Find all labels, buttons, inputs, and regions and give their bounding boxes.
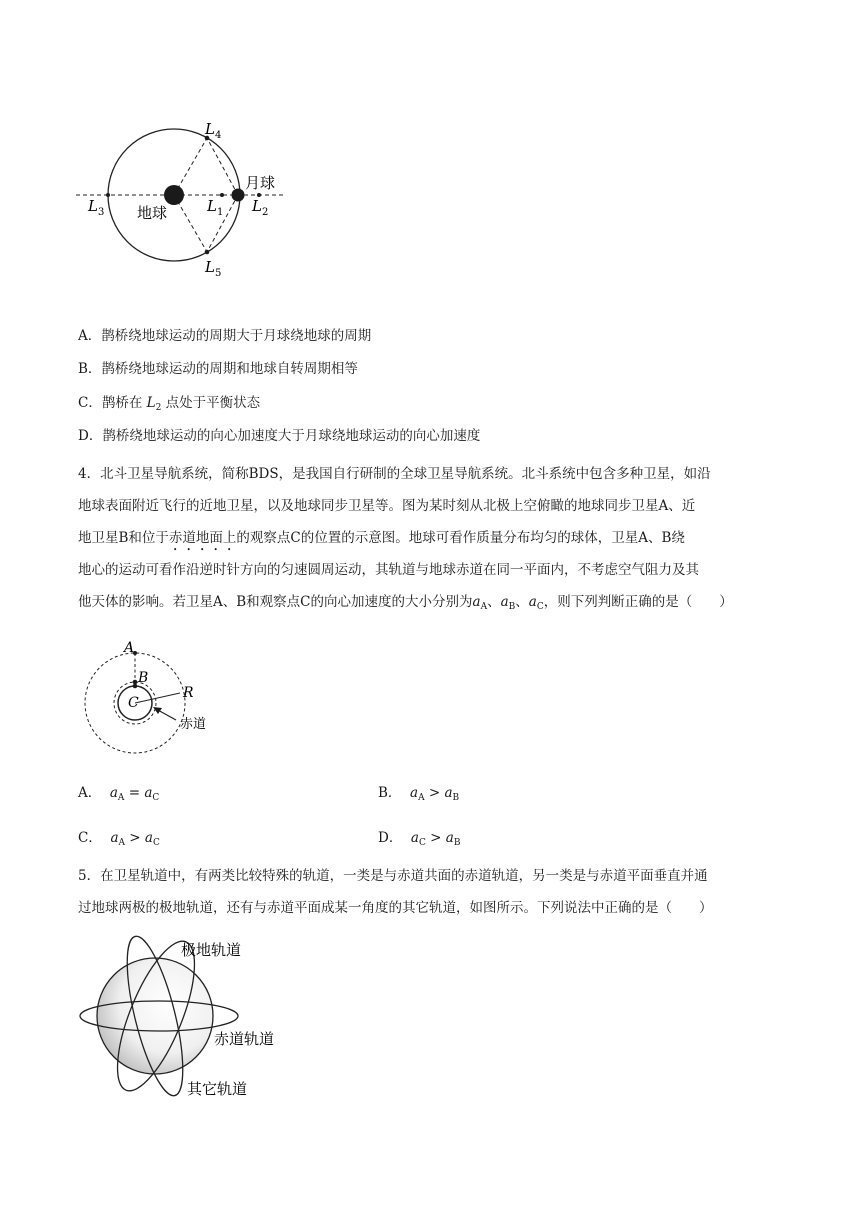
l5-label: $L_5$ (205, 258, 222, 279)
q3-option-c[interactable]: C．鹊桥在 $L_2$ 点处于平衡状态 (78, 395, 261, 413)
l3-point (106, 193, 110, 197)
earth-dot (164, 185, 184, 205)
label-polar-orbit: 极地轨道 (181, 941, 242, 959)
satellite-diagram (76, 636, 246, 766)
l1-point (220, 193, 224, 197)
label-c: C (128, 695, 139, 711)
q4-option-d[interactable]: D． $a_C > a_B$ (378, 830, 461, 848)
lagrange-diagram (70, 110, 300, 280)
q5-question-text: 5．在卫星轨道中，有两类比较特殊的轨道，一类是与赤道共面的赤道轨道，另一类是与赤道平面垂直并通 过地球两极的极地轨道，还有与赤道平面成某一角度的其它轨道，如图所示。下列说法中正确的是（ ） (78, 868, 713, 916)
moon-label: 月球 (245, 174, 276, 192)
moon-dot (232, 189, 245, 202)
l4-label: $L_4$ (205, 120, 222, 141)
l5-point (205, 250, 210, 255)
q4-option-c[interactable]: C． $a_A > a_C$ (78, 830, 160, 848)
l2-label: $L_2$ (252, 197, 269, 218)
r-line (135, 693, 180, 703)
q4-option-a[interactable]: A． $a_A = a_C$ (78, 785, 160, 803)
emphasis-dotted-text: 赤道地面上 (168, 530, 237, 546)
q3-option-b[interactable]: B．鹊桥绕地球运动的周期和地球自转周期相等 (78, 361, 358, 377)
label-a: A (124, 640, 135, 656)
label-equator: 赤道 (180, 717, 207, 732)
q3-option-a[interactable]: A．鹊桥绕地球运动的周期大于月球绕地球的周期 (78, 328, 372, 344)
label-r: R (183, 685, 194, 701)
label-b: B (138, 670, 149, 686)
label-other-orbit: 其它轨道 (187, 1080, 248, 1098)
earth-label: 地球 (137, 204, 168, 222)
q4-option-b[interactable]: B． $a_A > a_B$ (378, 785, 460, 803)
earth-sphere (97, 958, 213, 1074)
q4-question-text: 4．北斗卫星导航系统，简称BDS，是我国自行研制的全球卫星导航系统。北斗系统中包含多种卫星，如沿 地球表面附近飞行的近地卫星，以及地球同步卫星等。图为某时刻从北极上空俯瞰的地球同步卫星A、近 地卫星B和位于赤道地面上的观察点C的位置的示意图。地球可看作质量分布均匀的球体，卫星A、B绕 地心的运动可看作沿逆时针方向的匀速圆周运动，其轨道与地球赤道在同一平面内，不考虑空气阻力及其 他天体的影响。若卫星A、B和观察点C的向心加速度的大小分别为$a_A$、$a_B$、$a_C$，则下列判断正确的是（ ） (78, 466, 733, 612)
point-c-dot (133, 684, 138, 689)
label-equatorial-orbit: 赤道轨道 (214, 1030, 275, 1048)
l3-label: $L_3$ (88, 197, 105, 218)
l1-label: $L_1$ (207, 197, 224, 218)
q3-option-d[interactable]: D．鹊桥绕地球运动的向心加速度大于月球绕地球运动的向心加速度 (78, 428, 481, 444)
orbit-diagram (74, 926, 294, 1102)
sat-b-dot (133, 680, 138, 685)
